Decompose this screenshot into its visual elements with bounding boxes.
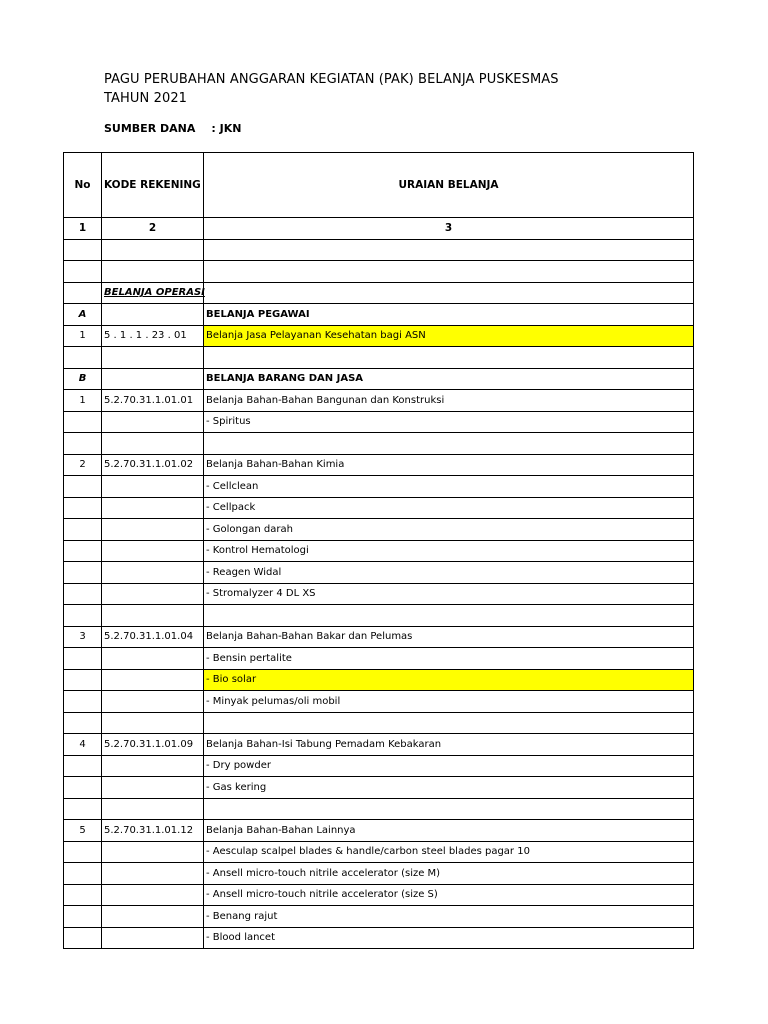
item-label: - Kontrol Hematologi: [204, 540, 694, 562]
item-label: - Bio solar: [204, 669, 694, 691]
row-no: 4: [64, 734, 102, 756]
row-kode: 5.2.70.31.1.01.09: [102, 734, 204, 756]
row-no: 3: [64, 626, 102, 648]
row-kode: 5.2.70.31.1.01.02: [102, 454, 204, 476]
table-row: [64, 626, 694, 648]
column-number: 2: [102, 218, 204, 240]
item-label: - Ansell micro-touch nitrile accelerator (size M): [204, 863, 694, 885]
item-row: [64, 884, 694, 906]
header-uraian-belanja: URAIAN BELANJA: [204, 153, 694, 218]
item-label: - Reagen Widal: [204, 562, 694, 584]
document-title: [104, 70, 559, 108]
group-letter: B: [64, 368, 102, 390]
item-row: [64, 583, 694, 605]
item-row: [64, 648, 694, 670]
group-row: [64, 368, 694, 390]
header-no: No: [64, 153, 102, 218]
item-label: - Gas kering: [204, 777, 694, 799]
table-row: [64, 390, 694, 412]
item-label: - Dry powder: [204, 755, 694, 777]
group-title: BELANJA PEGAWAI: [204, 304, 694, 326]
row-uraian: Belanja Jasa Pelayanan Kesehatan bagi ASN: [204, 325, 694, 347]
row-kode: 5 . 1 . 1 . 23 . 01: [102, 325, 204, 347]
row-uraian: Belanja Bahan-Bahan Bakar dan Pelumas: [204, 626, 694, 648]
table-row: [64, 820, 694, 842]
group-letter: A: [64, 304, 102, 326]
column-number: 3: [204, 218, 694, 240]
item-label: - Stromalyzer 4 DL XS: [204, 583, 694, 605]
table-row: [64, 325, 694, 347]
row-uraian: Belanja Bahan-Isi Tabung Pemadam Kebakaran: [204, 734, 694, 756]
table-row: [64, 454, 694, 476]
group-row: [64, 304, 694, 326]
item-label: - Cellclean: [204, 476, 694, 498]
item-row: [64, 476, 694, 498]
item-label: - Ansell micro-touch nitrile accelerator (size S): [204, 884, 694, 906]
empty-row: [64, 798, 694, 820]
funding-source-label: SUMBER DANA: [104, 122, 196, 135]
empty-row: [64, 261, 694, 283]
table-row: [64, 734, 694, 756]
funding-source-value: : JKN: [211, 122, 242, 135]
row-uraian: Belanja Bahan-Bahan Bangunan dan Konstruksi: [204, 390, 694, 412]
item-row: [64, 411, 694, 433]
empty-row: [64, 239, 694, 261]
row-kode: 5.2.70.31.1.01.04: [102, 626, 204, 648]
item-row: [64, 519, 694, 541]
row-uraian: Belanja Bahan-Bahan Lainnya: [204, 820, 694, 842]
budget-table: [63, 152, 694, 949]
item-row: [64, 562, 694, 584]
row-no: 1: [64, 390, 102, 412]
group-title: BELANJA BARANG DAN JASA: [204, 368, 694, 390]
column-number: 1: [64, 218, 102, 240]
table-header-row: [64, 153, 694, 218]
item-label: - Blood lancet: [204, 927, 694, 949]
column-number-row: [64, 218, 694, 240]
item-row: [64, 777, 694, 799]
empty-row: [64, 605, 694, 627]
item-label: - Bensin pertalite: [204, 648, 694, 670]
item-row: [64, 906, 694, 928]
item-label: - Benang rajut: [204, 906, 694, 928]
item-row: [64, 755, 694, 777]
item-row: [64, 497, 694, 519]
item-row: [64, 841, 694, 863]
item-label: - Golongan darah: [204, 519, 694, 541]
item-label: - Minyak pelumas/oli mobil: [204, 691, 694, 713]
row-no: 2: [64, 454, 102, 476]
row-no: 5: [64, 820, 102, 842]
title-line-2: TAHUN 2021: [104, 91, 188, 106]
item-row: [64, 540, 694, 562]
item-label: - Aesculap scalpel blades & handle/carbon steel blades pagar 10: [204, 841, 694, 863]
empty-row: [64, 712, 694, 734]
row-kode: 5.2.70.31.1.01.01: [102, 390, 204, 412]
section-row: [64, 282, 694, 304]
empty-row: [64, 433, 694, 455]
row-kode: 5.2.70.31.1.01.12: [102, 820, 204, 842]
item-row: [64, 669, 694, 691]
item-label: - Spiritus: [204, 411, 694, 433]
item-row: [64, 863, 694, 885]
item-row: [64, 927, 694, 949]
row-uraian: Belanja Bahan-Bahan Kimia: [204, 454, 694, 476]
funding-source: [104, 122, 241, 135]
row-no: 1: [64, 325, 102, 347]
header-kode-rekening: KODE REKENING: [102, 153, 204, 218]
empty-row: [64, 347, 694, 369]
item-row: [64, 691, 694, 713]
title-line-1: PAGU PERUBAHAN ANGGARAN KEGIATAN (PAK) BELANJA PUSKESMAS: [104, 72, 559, 87]
item-label: - Cellpack: [204, 497, 694, 519]
section-label: BELANJA OPERASI: [102, 282, 204, 304]
